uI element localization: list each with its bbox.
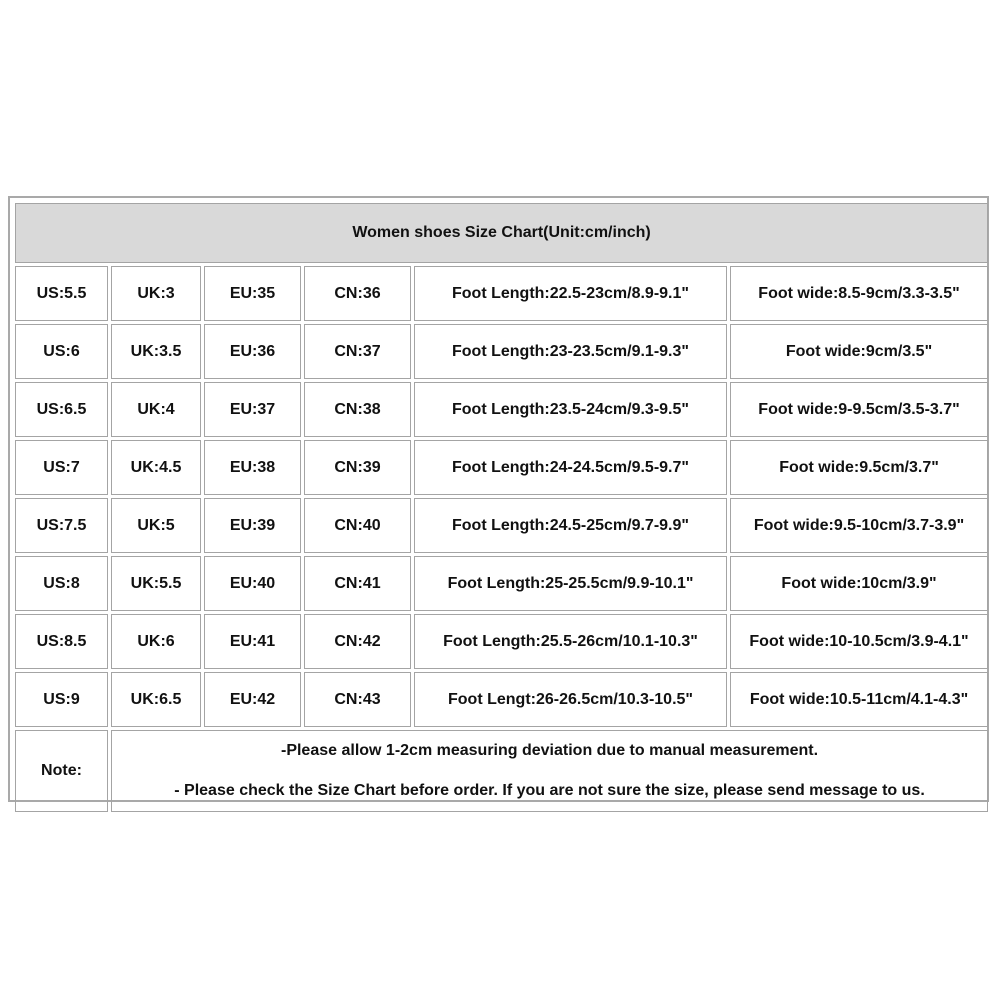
eu-size-cell: EU:42 (204, 672, 301, 727)
foot-length-cell: Foot Length:23.5-24cm/9.3-9.5" (414, 382, 727, 437)
size-row (15, 266, 988, 321)
size-row (15, 498, 988, 553)
cn-size-cell: CN:36 (304, 266, 411, 321)
foot-length-cell: Foot Length:22.5-23cm/8.9-9.1" (414, 266, 727, 321)
foot-length-cell: Foot Length:25-25.5cm/9.9-10.1" (414, 556, 727, 611)
eu-size-cell: EU:39 (204, 498, 301, 553)
uk-size-cell: UK:5.5 (111, 556, 201, 611)
foot-wide-cell: Foot wide:10cm/3.9" (730, 556, 988, 611)
us-size-cell: US:8 (15, 556, 108, 611)
size-row (15, 672, 988, 727)
eu-size-cell: EU:35 (204, 266, 301, 321)
foot-wide-cell: Foot wide:8.5-9cm/3.3-3.5" (730, 266, 988, 321)
note-line-1: -Please allow 1-2cm measuring deviation due to manual measurement. (280, 742, 819, 759)
us-size-cell: US:9 (15, 672, 108, 727)
cn-size-cell: CN:37 (304, 324, 411, 379)
cn-size-cell: CN:41 (304, 556, 411, 611)
us-size-cell: US:7.5 (15, 498, 108, 553)
us-size-cell: US:8.5 (15, 614, 108, 669)
size-chart (8, 196, 989, 802)
foot-length-cell: Foot Length:23-23.5cm/9.1-9.3" (414, 324, 727, 379)
cn-size-cell: CN:42 (304, 614, 411, 669)
us-size-cell: US:5.5 (15, 266, 108, 321)
foot-length-cell: Foot Lengt:26-26.5cm/10.3-10.5" (414, 672, 727, 727)
uk-size-cell: UK:3 (111, 266, 201, 321)
size-row (15, 440, 988, 495)
size-row (15, 324, 988, 379)
us-size-cell: US:6.5 (15, 382, 108, 437)
foot-wide-cell: Foot wide:10-10.5cm/3.9-4.1" (730, 614, 988, 669)
note-line-2: - Please check the Size Chart before order. If you are not sure the size, please send message to us. (174, 782, 925, 799)
note-row (15, 730, 988, 812)
uk-size-cell: UK:4.5 (111, 440, 201, 495)
cn-size-cell: CN:43 (304, 672, 411, 727)
size-row (15, 382, 988, 437)
foot-length-cell: Foot Length:24-24.5cm/9.5-9.7" (414, 440, 727, 495)
uk-size-cell: UK:6.5 (111, 672, 201, 727)
size-row (15, 556, 988, 611)
eu-size-cell: EU:41 (204, 614, 301, 669)
foot-wide-cell: Foot wide:9-9.5cm/3.5-3.7" (730, 382, 988, 437)
eu-size-cell: EU:40 (204, 556, 301, 611)
us-size-cell: US:7 (15, 440, 108, 495)
us-size-cell: US:6 (15, 324, 108, 379)
uk-size-cell: UK:4 (111, 382, 201, 437)
foot-length-cell: Foot Length:24.5-25cm/9.7-9.9" (414, 498, 727, 553)
foot-wide-cell: Foot wide:9cm/3.5" (730, 324, 988, 379)
foot-wide-cell: Foot wide:9.5cm/3.7" (730, 440, 988, 495)
note-label: Note: (15, 730, 108, 812)
size-table (12, 200, 991, 815)
foot-wide-cell: Foot wide:10.5-11cm/4.1-4.3" (730, 672, 988, 727)
uk-size-cell: UK:3.5 (111, 324, 201, 379)
eu-size-cell: EU:37 (204, 382, 301, 437)
uk-size-cell: UK:6 (111, 614, 201, 669)
size-chart-title: Women shoes Size Chart(Unit:cm/inch) (15, 203, 988, 263)
cn-size-cell: CN:39 (304, 440, 411, 495)
cn-size-cell: CN:38 (304, 382, 411, 437)
eu-size-cell: EU:36 (204, 324, 301, 379)
foot-length-cell: Foot Length:25.5-26cm/10.1-10.3" (414, 614, 727, 669)
note-text (111, 730, 988, 812)
foot-wide-cell: Foot wide:9.5-10cm/3.7-3.9" (730, 498, 988, 553)
size-row (15, 614, 988, 669)
uk-size-cell: UK:5 (111, 498, 201, 553)
cn-size-cell: CN:40 (304, 498, 411, 553)
eu-size-cell: EU:38 (204, 440, 301, 495)
